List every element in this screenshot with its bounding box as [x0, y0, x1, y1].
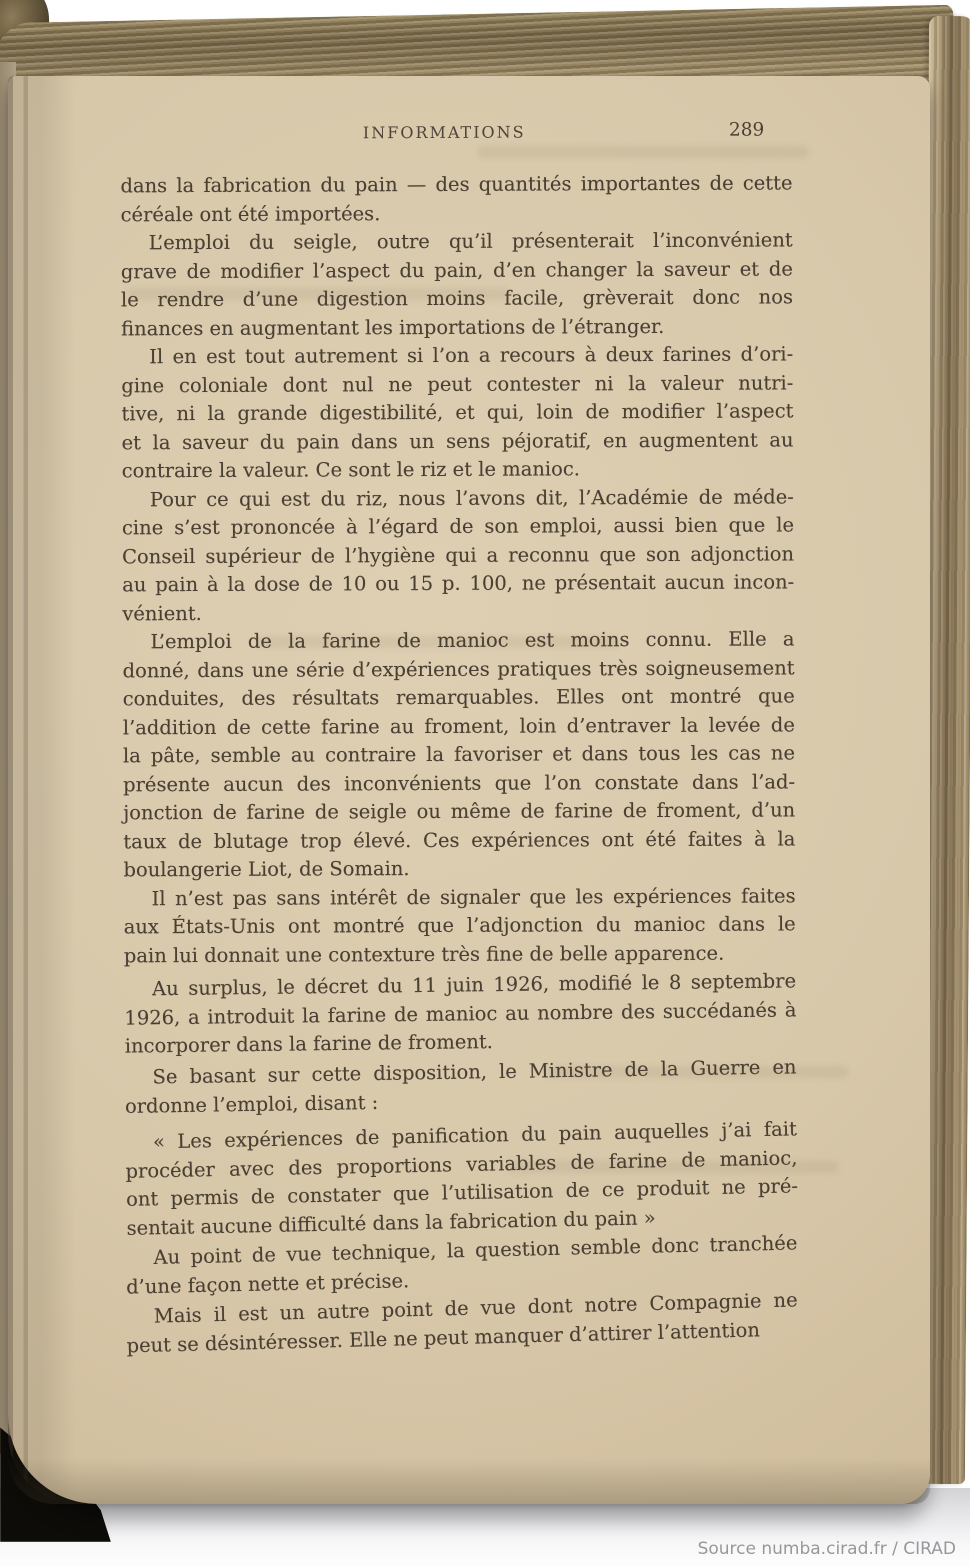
text-line: ordonne l’emploi, disant :: [124, 1089, 379, 1117]
text-line: pain lui donnait une contexture très fine de belle apparence.: [123, 941, 725, 967]
text-line: Pour ce qui est du riz, nous l’avons dit, l’Académie de méde-: [149, 484, 794, 511]
text-line: jonction de farine de seigle ou même de farine de froment, d’un: [123, 798, 796, 825]
page-content: [8, 75, 936, 1507]
paragraph: [121, 340, 794, 485]
text-line: gine coloniale dont nul ne peut contester ni la valeur nutri-: [121, 370, 794, 397]
text-line: cine s’est prononcée à l’égard de son emploi, aussi bien que le: [121, 513, 795, 540]
paragraph: [124, 1053, 797, 1121]
text-line: incorporer dans la farine de froment.: [124, 1030, 494, 1058]
paragraph: [124, 882, 796, 970]
text-line: Il en est tout autrement si l’on a recours à deux farines d’ori-: [149, 342, 794, 369]
text-line: et la saveur du pain dans un sens péjoratif, en augmentent au: [121, 427, 794, 454]
text-line: sentait aucune difficulté dans la fabrication du pain »: [126, 1205, 656, 1239]
text-line: procéder avec des proportions variables de farine de manioc,: [125, 1145, 798, 1182]
text-line: Au point de vue technique, la question semble donc tranchée: [153, 1230, 798, 1269]
text-line: l’addition de cette farine au froment, loin d’entraver la levée de: [122, 712, 795, 739]
text-line: Se basant sur cette disposition, le Ministre de la Guerre en: [152, 1054, 797, 1088]
attribution-text: Source numba.cirad.fr / CIRAD: [697, 1539, 956, 1559]
running-header: [120, 121, 792, 150]
text-line: 1926, a introduit la farine de manioc au nombre des succédanés à: [124, 997, 797, 1030]
body-text: [120, 169, 799, 1357]
paragraph: [120, 169, 792, 229]
text-line: Conseil supérieur de l’hygiène qui a reconnu que son adjonction: [122, 541, 795, 568]
text-line: « Les expériences de panification du pain auquelles j’ai fait: [152, 1116, 798, 1153]
page-title: INFORMATIONS: [362, 122, 526, 143]
text-line: conduites, des résultats remarquables. Elles ont montré que: [122, 684, 795, 711]
text-line: dans la fabrication du pain — des quantités importantes de cette: [120, 171, 793, 198]
text-line: L’emploi de la farine de manioc est moins connu. Elle a: [150, 627, 795, 654]
text-line: présente aucun des inconvénients que l’on constate dans l’ad-: [123, 769, 796, 796]
text-line: vénient.: [122, 601, 202, 625]
text-line: d’une façon nette et précise.: [125, 1268, 410, 1298]
text-line: Au surplus, le décret du 11 juin 1926, modifié le 8 septembre: [151, 969, 797, 1001]
paragraph: [121, 226, 793, 343]
text-line: Il n’est pas sans intérêt de signaler que les expériences faites: [151, 883, 796, 910]
text-line: contraire la valeur. Ce sont le riz et le manioc.: [121, 457, 581, 483]
text-line: le rendre d’une digestion moins facile, grèverait donc nos: [120, 285, 794, 312]
text-line: aux États-Unis ont montré que l’adjonction du manioc dans le: [123, 912, 796, 939]
text-line: grave de modifier l’aspect du pain, d’en changer la saveur et de: [120, 256, 793, 283]
text-line: taux de blutage trop élevé. Ces expériences ont été faites à la: [123, 826, 796, 853]
paragraph: [122, 625, 795, 884]
text-line: L’emploi du seigle, outre qu’il présenterait l’inconvénient: [148, 228, 793, 255]
text-line: Mais il est un autre point de vue dont notre Compagnie ne: [153, 1287, 798, 1328]
paragraph: [122, 483, 795, 628]
book-page: [8, 76, 930, 1504]
text-line: peut se désintéresser. Elle ne peut manquer d’attirer l’attention: [126, 1317, 761, 1357]
paragraph: [124, 967, 797, 1061]
text-line: tive, ni la grande digestibilité, et qui, loin de modifier l’aspect: [121, 399, 794, 426]
text-line: au pain à la dose de 10 ou 15 p. 100, ne présentait aucun incon-: [122, 570, 795, 597]
page-number: 289: [728, 119, 765, 141]
text-line: céréale ont été importées.: [120, 201, 381, 226]
text-line: finances en augmentant les importations de l’étranger.: [121, 314, 665, 340]
text-line: la pâte, semble au contraire la favoriser et dans tous les cas ne: [122, 741, 796, 768]
attribution: [698, 1539, 956, 1559]
text-line: donné, dans une série d’expériences pratiques très soigneusement: [122, 655, 795, 682]
paragraph: [125, 1115, 799, 1242]
text-line: ont permis de constater que l’utilisation de ce produit ne pré-: [125, 1173, 799, 1211]
text-line: boulangerie Liot, de Somain.: [123, 857, 410, 882]
